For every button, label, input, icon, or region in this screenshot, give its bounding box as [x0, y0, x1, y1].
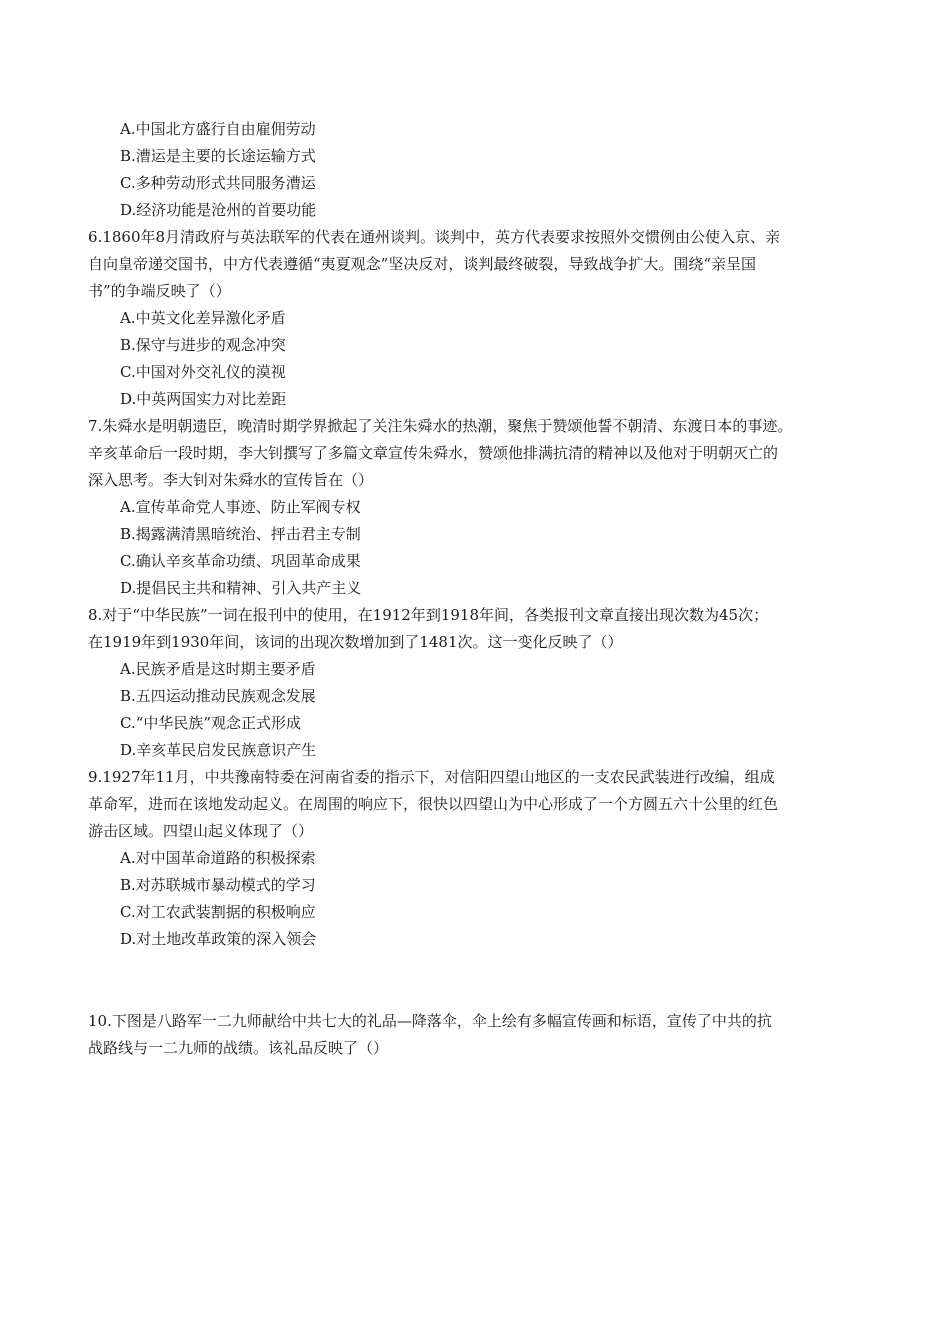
- q7-stem-line: 辛亥革命后一段时期，李大钊撰写了多篇文章宣传朱舜水，赞颂他排满抗清的精神以及他对于明朝灭亡的: [88, 444, 779, 462]
- q6-option-a: A.中英文化差异激化矛盾: [120, 309, 286, 327]
- q6-option-d: D.中英两国实力对比差距: [120, 390, 287, 408]
- q7-stem-line: 深入思考。李大钊对朱舜水的宣传旨在（）: [88, 471, 374, 489]
- q9-option-b: B.对苏联城市暴动模式的学习: [120, 876, 316, 894]
- q10-stem-line: 战路线与一二九师的战绩。该礼品反映了（）: [88, 1039, 389, 1057]
- question-7: [88, 413, 868, 602]
- q6-option-c: C.中国对外交礼仪的漠视: [120, 363, 286, 381]
- question-8: [88, 602, 868, 764]
- question-5: [88, 116, 868, 953]
- q5-option-b: B.漕运是主要的长途运输方式: [120, 147, 316, 165]
- q9-stem-line: 9.1927年11月，中共豫南特委在河南省委的指示下，对信阳四望山地区的一支农民武装进行改编，组成: [88, 768, 775, 786]
- q9-stem-line: 游击区域。四望山起义体现了（）: [88, 822, 314, 840]
- q6-stem-line: 自向皇帝递交国书，中方代表遵循“夷夏观念”坚决反对，谈判最终破裂，导致战争扩大。围绕“亲呈国: [88, 255, 757, 273]
- q6-option-b: B.保守与进步的观念冲突: [120, 336, 286, 354]
- q8-option-b: B.五四运动推动民族观念发展: [120, 687, 316, 705]
- question-9: [88, 764, 868, 953]
- q8-option-d: D.辛亥革民启发民族意识产生: [120, 741, 317, 759]
- q7-option-d: D.提倡民主共和精神、引入共产主义: [120, 579, 362, 597]
- q7-option-c: C.确认辛亥革命功绩、巩固革命成果: [120, 552, 361, 570]
- q6-stem-line: 书”的争端反映了（）: [88, 282, 231, 300]
- q9-option-d: D.对土地改革政策的深入领会: [120, 930, 317, 948]
- q5-option-a: A.中国北方盛行自由雇佣劳动: [120, 120, 316, 138]
- q5-option-c: C.多种劳动形式共同服务漕运: [120, 174, 316, 192]
- q10-stem-line: 10.下图是八路军一二九师献给中共七大的礼品—降落伞，伞上绘有多幅宣传画和标语，宣传了中共的抗: [88, 1012, 772, 1030]
- q8-option-a: A.民族矛盾是这时期主要矛盾: [120, 660, 316, 678]
- q7-option-b: B.揭露满清黑暗统治、抨击君主专制: [120, 525, 361, 543]
- q8-option-c: C.“中华民族”观念正式形成: [120, 714, 302, 732]
- q9-stem-line: 革命军，进而在该地发动起义。在周围的响应下，很快以四望山为中心形成了一个方圆五六十公里的红色: [88, 795, 779, 813]
- q8-stem-line: 在1919年到1930年间，该词的出现次数增加到了1481次。这一变化反映了（）: [88, 633, 623, 651]
- question-6: [88, 224, 868, 413]
- q8-stem-line: 8.对于“中华民族”一词在报刊中的使用，在1912年到1918年间，各类报刊文章直接出现次数为45次；: [88, 606, 769, 624]
- q5-option-d: D.经济功能是沧州的首要功能: [120, 201, 317, 219]
- q9-option-c: C.对工农武装割据的积极响应: [120, 903, 316, 921]
- q7-option-a: A.宣传革命党人事迹、防止军阀专权: [120, 498, 361, 516]
- question-10: [88, 1008, 868, 1062]
- q9-option-a: A.对中国革命道路的积极探索: [120, 849, 316, 867]
- q7-stem-line: 7.朱舜水是明朝遗臣，晚清时期学界掀起了关注朱舜水的热潮，聚焦于赞颂他誓不朝清、东渡日本的事迹。: [88, 417, 793, 435]
- q6-stem-line: 6.1860年8月清政府与英法联军的代表在通州谈判。谈判中，英方代表要求按照外交惯例由公使入京、亲: [88, 228, 781, 246]
